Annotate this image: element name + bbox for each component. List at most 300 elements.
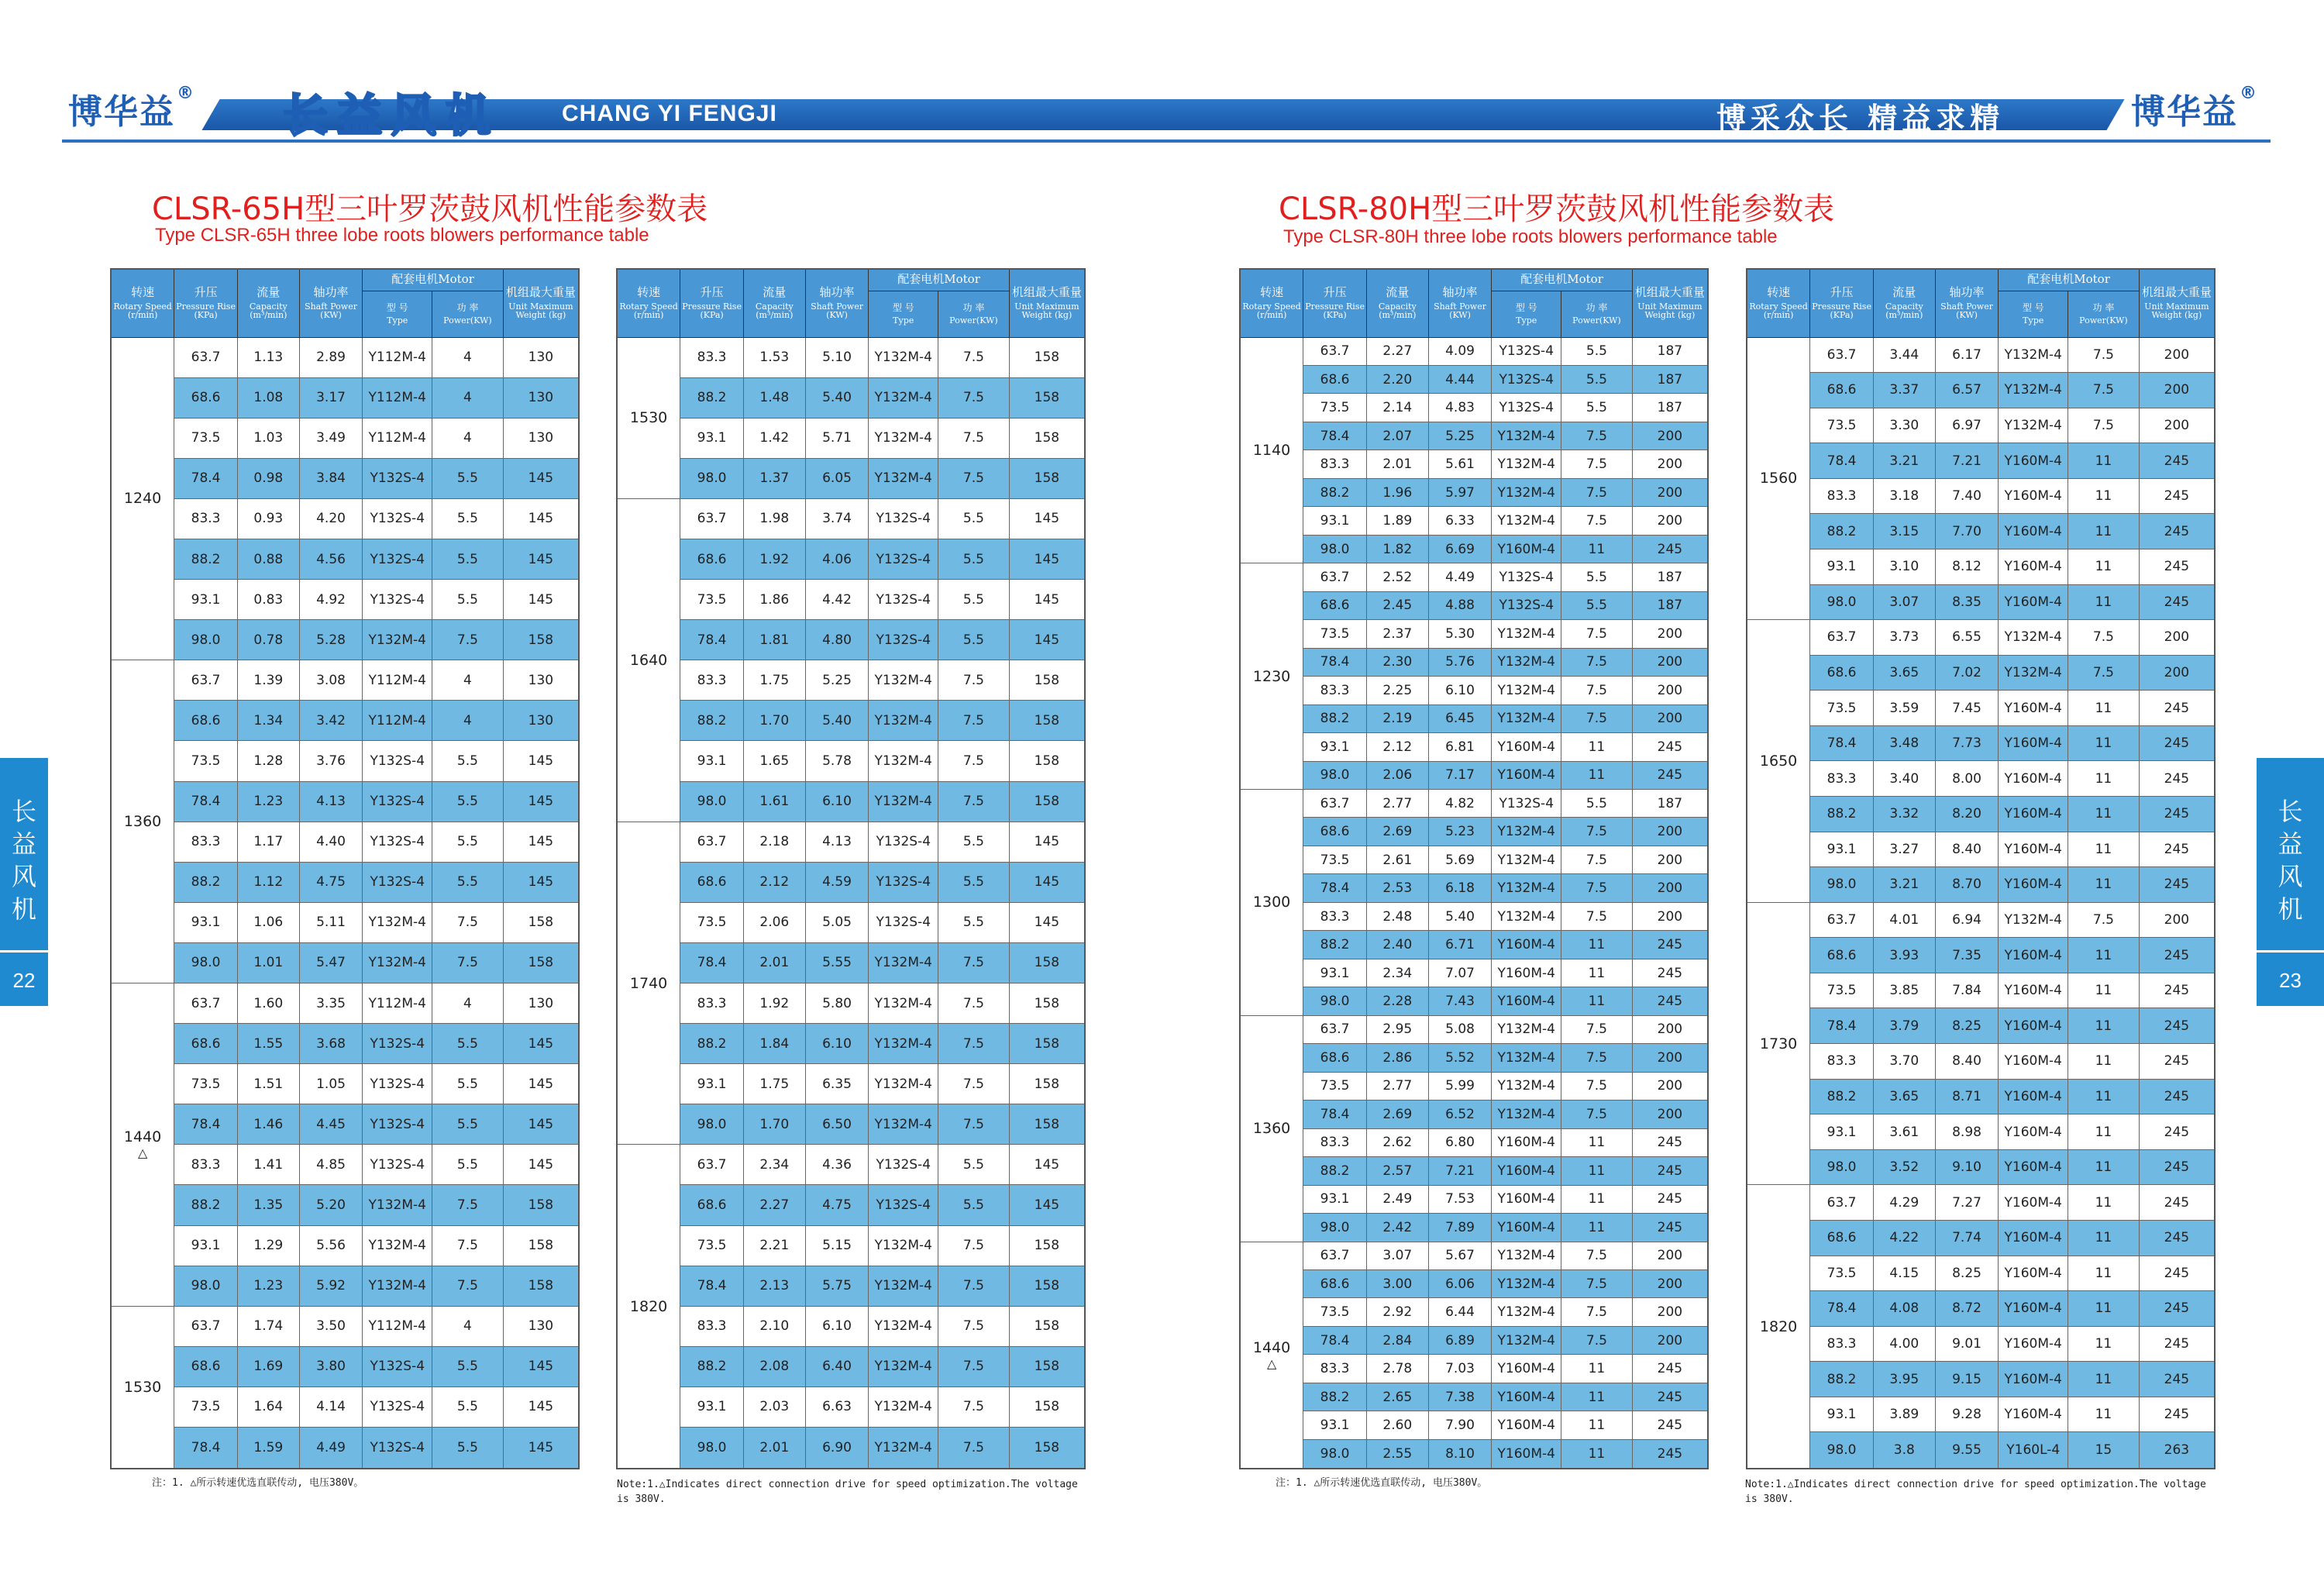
- motor-power-cell: 11: [2068, 1185, 2140, 1221]
- capacity-cell: 1.81: [743, 620, 805, 660]
- motor-power-cell: 7.5: [1561, 677, 1633, 704]
- table-row: [1747, 1114, 2215, 1150]
- capacity-cell: 2.10: [743, 1306, 805, 1346]
- pressure-cell: 83.3: [1303, 1355, 1367, 1383]
- motor-type-cell: Y132M-4: [1492, 1072, 1561, 1100]
- capacity-cell: 2.49: [1366, 1185, 1428, 1213]
- motor-type-cell: Y160M-4: [1999, 584, 2068, 620]
- shaft-power-cell: 5.56: [299, 1225, 363, 1266]
- shaft-power-cell: 5.05: [805, 902, 869, 942]
- motor-power-cell: 11: [2068, 1291, 2140, 1327]
- table-row: [111, 660, 579, 701]
- shaft-power-cell: 6.35: [805, 1064, 869, 1104]
- motor-power-cell: 7.5: [432, 1266, 504, 1306]
- shaft-power-cell: 5.08: [1428, 1015, 1492, 1043]
- capacity-cell: 2.92: [1366, 1298, 1428, 1326]
- pressure-cell: 78.4: [1810, 1291, 1874, 1327]
- motor-power-cell: 5.5: [432, 822, 504, 862]
- motor-type-cell: Y132M-4: [1492, 1242, 1561, 1269]
- motor-power-cell: 7.5: [1561, 450, 1633, 478]
- pressure-cell: 88.2: [1303, 1383, 1367, 1411]
- table-row: [111, 1104, 579, 1145]
- motor-power-cell: 11: [1561, 1383, 1633, 1411]
- table-row: [1747, 1079, 2215, 1114]
- header-motor-power-cn: 功 率: [2092, 301, 2115, 313]
- motor-type-cell: Y132S-4: [363, 1346, 432, 1386]
- capacity-cell: 4.15: [1873, 1256, 1935, 1291]
- table-row: [111, 498, 579, 539]
- motor-type-cell: Y160M-4: [1492, 1185, 1561, 1213]
- weight-cell: 158: [1009, 1225, 1085, 1266]
- speed-value: 1530: [629, 409, 668, 427]
- pressure-cell: 73.5: [680, 902, 744, 942]
- motor-power-cell: 5.5: [938, 1145, 1010, 1185]
- left-section-title: CLSR-65H型三叶罗茨鼓风机性能参数表: [152, 191, 708, 227]
- motor-type-cell: Y160M-4: [1492, 931, 1561, 959]
- table-row: [617, 1185, 1085, 1225]
- weight-cell: 145: [503, 1386, 579, 1427]
- table-row: [1240, 648, 1708, 676]
- shaft-power-cell: 5.25: [1428, 422, 1492, 450]
- pressure-cell: 63.7: [1303, 337, 1367, 365]
- pressure-cell: 83.3: [680, 1306, 744, 1346]
- weight-cell: 245: [1632, 1185, 1708, 1213]
- pressure-cell: 63.7: [1810, 1185, 1874, 1221]
- capacity-cell: 0.88: [237, 539, 299, 579]
- capacity-cell: 3.48: [1873, 725, 1935, 761]
- table-row: [111, 418, 579, 458]
- pressure-cell: 88.2: [174, 1185, 238, 1225]
- shaft-power-cell: 7.84: [1935, 973, 1999, 1008]
- table-row: [617, 1306, 1085, 1346]
- table-row: [111, 377, 579, 418]
- pressure-cell: 78.4: [174, 781, 238, 822]
- shaft-power-cell: 9.55: [1935, 1432, 1999, 1469]
- speed-cell: [617, 498, 680, 822]
- motor-power-cell: 11: [1561, 535, 1633, 563]
- weight-cell: 145: [503, 1104, 579, 1145]
- capacity-cell: 1.70: [743, 701, 805, 741]
- header-motor-type-en: Type: [893, 315, 914, 326]
- motor-power-cell: 7.5: [938, 1064, 1010, 1104]
- motor-type-cell: Y160M-4: [1999, 1362, 2068, 1397]
- header-speed: [1747, 269, 1810, 337]
- shaft-power-cell: 4.06: [805, 539, 869, 579]
- weight-cell: 187: [1632, 790, 1708, 818]
- pressure-cell: 88.2: [1810, 514, 1874, 549]
- pressure-cell: 63.7: [1810, 337, 1874, 373]
- speed-cell: [1240, 1242, 1303, 1469]
- motor-type-cell: Y112M-4: [363, 377, 432, 418]
- motor-power-cell: 11: [1561, 1411, 1633, 1439]
- motor-power-cell: 5.5: [938, 620, 1010, 660]
- weight-cell: 245: [2139, 478, 2215, 514]
- motor-type-cell: Y160M-4: [1999, 478, 2068, 514]
- header-capacity-cn: 流量: [257, 284, 281, 299]
- motor-power-cell: 7.5: [432, 1185, 504, 1225]
- capacity-cell: 2.01: [1366, 450, 1428, 478]
- header-motor-power-cn: 功 率: [1585, 301, 1608, 313]
- motor-power-cell: 7.5: [2068, 373, 2140, 408]
- weight-cell: 158: [503, 1225, 579, 1266]
- weight-cell: 245: [2139, 514, 2215, 549]
- motor-type-cell: Y160M-4: [1999, 1114, 2068, 1150]
- header-motor-power-cn: 功 率: [962, 301, 985, 313]
- table-row: [617, 1346, 1085, 1386]
- header-pressure-en: Pressure Rise (KPa): [682, 301, 742, 321]
- header-motor-type: [363, 291, 432, 337]
- table-row: [1240, 365, 1708, 393]
- capacity-cell: 2.69: [1366, 1101, 1428, 1128]
- capacity-cell: 3.70: [1873, 1044, 1935, 1080]
- table-row: [1240, 422, 1708, 450]
- motor-power-cell: 5.5: [1561, 563, 1633, 591]
- header-motor-type-cn: 型 号: [386, 301, 408, 313]
- motor-type-cell: Y132M-4: [869, 458, 938, 498]
- header-motor-type-cn: 型 号: [1515, 301, 1537, 313]
- pressure-cell: 88.2: [174, 539, 238, 579]
- capacity-cell: 0.93: [237, 498, 299, 539]
- weight-cell: 145: [1009, 580, 1085, 620]
- motor-power-cell: 11: [1561, 931, 1633, 959]
- capacity-cell: 1.06: [237, 902, 299, 942]
- motor-type-cell: Y132M-4: [1999, 620, 2068, 656]
- table-row: [1747, 973, 2215, 1008]
- pressure-cell: 83.3: [1810, 478, 1874, 514]
- weight-cell: 158: [503, 620, 579, 660]
- capacity-cell: 2.52: [1366, 563, 1428, 591]
- motor-power-cell: 7.5: [1561, 846, 1633, 873]
- weight-cell: 200: [2139, 408, 2215, 443]
- weight-cell: 245: [2139, 1008, 2215, 1044]
- header-speed: [617, 269, 680, 337]
- motor-type-cell: Y132S-4: [363, 498, 432, 539]
- motor-type-cell: Y132S-4: [363, 1104, 432, 1145]
- table-row: [1240, 1015, 1708, 1043]
- pressure-cell: 88.2: [680, 701, 744, 741]
- speed-value: 1230: [1252, 667, 1291, 685]
- capacity-cell: 1.64: [237, 1386, 299, 1427]
- motor-type-cell: Y132M-4: [363, 942, 432, 983]
- motor-type-cell: Y132M-4: [869, 1306, 938, 1346]
- table-row: [617, 1225, 1085, 1266]
- pressure-cell: 88.2: [680, 377, 744, 418]
- shaft-power-cell: 3.68: [299, 1024, 363, 1064]
- page-number-left: 22: [0, 950, 48, 1006]
- table-row: [617, 620, 1085, 660]
- weight-cell: 245: [2139, 1291, 2215, 1327]
- pressure-cell: 83.3: [1303, 902, 1367, 930]
- header-slogan: 博采众长 精益求精: [1716, 102, 2005, 136]
- weight-cell: 145: [503, 822, 579, 862]
- table-row: [111, 458, 579, 498]
- motor-power-cell: 5.5: [432, 1145, 504, 1185]
- speed-value: 1820: [1759, 1318, 1798, 1335]
- motor-power-cell: 7.5: [432, 620, 504, 660]
- weight-cell: 187: [1632, 394, 1708, 422]
- table-row: [111, 701, 579, 741]
- motor-type-cell: Y160M-4: [1492, 1355, 1561, 1383]
- shaft-power-cell: 6.50: [805, 1104, 869, 1145]
- shaft-power-cell: 5.67: [1428, 1242, 1492, 1269]
- motor-power-cell: 5.5: [432, 458, 504, 498]
- motor-type-cell: Y132S-4: [869, 902, 938, 942]
- weight-cell: 145: [1009, 1185, 1085, 1225]
- motor-type-cell: Y132S-4: [869, 620, 938, 660]
- motor-power-cell: 11: [2068, 725, 2140, 761]
- shaft-power-cell: 8.71: [1935, 1079, 1999, 1114]
- pressure-cell: 83.3: [174, 1145, 238, 1185]
- capacity-cell: 2.37: [1366, 620, 1428, 648]
- capacity-cell: 1.23: [237, 781, 299, 822]
- header-shaft-power-cn: 轴功率: [819, 284, 855, 299]
- table-row: [1747, 655, 2215, 691]
- weight-cell: 145: [503, 458, 579, 498]
- table-row: [111, 1064, 579, 1104]
- motor-power-cell: 7.5: [1561, 1015, 1633, 1043]
- pressure-cell: 63.7: [174, 1306, 238, 1346]
- capacity-cell: 3.21: [1873, 443, 1935, 479]
- capacity-cell: 2.48: [1366, 902, 1428, 930]
- weight-cell: 130: [503, 983, 579, 1024]
- motor-type-cell: Y132M-4: [363, 1266, 432, 1306]
- weight-cell: 158: [503, 1266, 579, 1306]
- header-shaft-power-cn: 轴功率: [1949, 284, 1985, 299]
- motor-type-cell: Y132M-4: [869, 337, 938, 377]
- header-motor-power: [938, 291, 1010, 337]
- motor-power-cell: 5.5: [1561, 365, 1633, 393]
- shaft-power-cell: 6.94: [1935, 902, 1999, 938]
- table-row: [1240, 733, 1708, 761]
- shaft-power-cell: 6.18: [1428, 874, 1492, 902]
- shaft-power-cell: 6.57: [1935, 373, 1999, 408]
- motor-power-cell: 5.5: [432, 1024, 504, 1064]
- pressure-cell: 68.6: [1810, 1220, 1874, 1256]
- motor-power-cell: 11: [2068, 867, 2140, 903]
- pressure-cell: 88.2: [1303, 931, 1367, 959]
- motor-power-cell: 11: [1561, 1439, 1633, 1469]
- pressure-cell: 78.4: [1810, 725, 1874, 761]
- header-pressure: [680, 269, 744, 337]
- pressure-cell: 68.6: [1303, 365, 1367, 393]
- motor-type-cell: Y132M-4: [1492, 874, 1561, 902]
- speed-value: 1650: [1759, 752, 1798, 770]
- header-motor-cn: 配套电机Motor: [2027, 272, 2110, 287]
- motor-type-cell: Y132M-4: [363, 620, 432, 660]
- table-row: [1240, 591, 1708, 619]
- table-row: [111, 1185, 579, 1225]
- weight-cell: 145: [503, 781, 579, 822]
- table-row: [617, 1386, 1085, 1427]
- header-motor-power: [2068, 291, 2140, 337]
- capacity-cell: 3.73: [1873, 620, 1935, 656]
- table-row: [1747, 337, 2215, 373]
- motor-power-cell: 7.5: [2068, 902, 2140, 938]
- table-row: [1240, 902, 1708, 930]
- weight-cell: 130: [503, 337, 579, 377]
- header-motor-type-en: Type: [1516, 315, 1537, 326]
- speed-cell: [111, 337, 174, 660]
- weight-cell: 245: [2139, 1149, 2215, 1185]
- weight-cell: 200: [1632, 1298, 1708, 1326]
- motor-type-cell: Y112M-4: [363, 1306, 432, 1346]
- motor-type-cell: Y132S-4: [363, 822, 432, 862]
- weight-cell: 187: [1632, 337, 1708, 365]
- shaft-power-cell: 9.15: [1935, 1362, 1999, 1397]
- table-row: [1240, 1326, 1708, 1354]
- motor-type-cell: Y132S-4: [363, 539, 432, 579]
- header-speed: [111, 269, 174, 337]
- pressure-cell: 78.4: [174, 458, 238, 498]
- pressure-cell: 98.0: [1303, 987, 1367, 1015]
- motor-power-cell: 4: [432, 337, 504, 377]
- motor-type-cell: Y160M-4: [1999, 1079, 2068, 1114]
- table-row: [1240, 1214, 1708, 1242]
- capacity-cell: 1.48: [743, 377, 805, 418]
- header-en-title: CHANG YI FENGJI: [562, 101, 777, 126]
- motor-power-cell: 7.5: [1561, 478, 1633, 506]
- header-shaft-power: [1935, 269, 1999, 337]
- weight-cell: 245: [1632, 1411, 1708, 1439]
- pressure-cell: 68.6: [1303, 591, 1367, 619]
- shaft-power-cell: 4.49: [299, 1428, 363, 1469]
- speed-cell: [111, 660, 174, 983]
- capacity-cell: 2.12: [743, 862, 805, 902]
- header-weight-en: Unit Maximum Weight (kg): [1637, 301, 1703, 321]
- table-row: [1240, 1157, 1708, 1185]
- motor-power-cell: 4: [432, 983, 504, 1024]
- motor-power-cell: 5.5: [432, 862, 504, 902]
- speed-cell: [1240, 790, 1303, 1016]
- capacity-cell: 3.15: [1873, 514, 1935, 549]
- shaft-power-cell: 6.52: [1428, 1101, 1492, 1128]
- motor-type-cell: Y132S-4: [363, 458, 432, 498]
- weight-cell: 130: [503, 418, 579, 458]
- motor-power-cell: 4: [432, 701, 504, 741]
- header-motor-type: [1999, 291, 2068, 337]
- shaft-power-cell: 4.75: [299, 862, 363, 902]
- table-row: [1240, 1128, 1708, 1156]
- table-row: [111, 1225, 579, 1266]
- weight-cell: 200: [1632, 818, 1708, 846]
- header-speed-en: Rotary Speed (r/min): [1242, 301, 1301, 321]
- weight-cell: 245: [2139, 1185, 2215, 1221]
- table-row: [1240, 1411, 1708, 1439]
- weight-cell: 245: [2139, 867, 2215, 903]
- motor-power-cell: 11: [2068, 1079, 2140, 1114]
- weight-cell: 200: [1632, 620, 1708, 648]
- motor-power-cell: 4: [432, 660, 504, 701]
- table-row: [1747, 725, 2215, 761]
- motor-power-cell: 5.5: [432, 1386, 504, 1427]
- motor-power-cell: 7.5: [938, 942, 1010, 983]
- pressure-cell: 63.7: [1303, 1015, 1367, 1043]
- weight-cell: 245: [2139, 1220, 2215, 1256]
- header-pressure-en: Pressure Rise (KPa): [176, 301, 236, 321]
- motor-type-cell: Y160L-4: [1999, 1432, 2068, 1469]
- motor-type-cell: Y160M-4: [1999, 1008, 2068, 1044]
- shaft-power-cell: 6.06: [1428, 1269, 1492, 1297]
- table-row: [1747, 1326, 2215, 1362]
- shaft-power-cell: 4.92: [299, 580, 363, 620]
- weight-cell: 158: [1009, 983, 1085, 1024]
- pressure-cell: 73.5: [1303, 1298, 1367, 1326]
- capacity-cell: 0.98: [237, 458, 299, 498]
- weight-cell: 245: [2139, 1397, 2215, 1432]
- table-row: [111, 620, 579, 660]
- shaft-power-cell: 5.78: [805, 741, 869, 781]
- shaft-power-cell: 7.21: [1935, 443, 1999, 479]
- table-row: [111, 337, 579, 377]
- motor-power-cell: 7.5: [1561, 422, 1633, 450]
- motor-power-cell: 11: [2068, 1220, 2140, 1256]
- pressure-cell: 83.3: [174, 822, 238, 862]
- motor-power-cell: 7.5: [938, 1266, 1010, 1306]
- shaft-power-cell: 7.17: [1428, 761, 1492, 789]
- speed-value: 1300: [1252, 894, 1291, 911]
- shaft-power-cell: 5.40: [805, 701, 869, 741]
- capacity-cell: 1.75: [743, 660, 805, 701]
- capacity-cell: 2.06: [743, 902, 805, 942]
- pressure-cell: 88.2: [680, 1346, 744, 1386]
- capacity-cell: 1.46: [237, 1104, 299, 1145]
- capacity-cell: 3.79: [1873, 1008, 1935, 1044]
- weight-cell: 200: [1632, 902, 1708, 930]
- pressure-cell: 83.3: [680, 983, 744, 1024]
- shaft-power-cell: 7.73: [1935, 725, 1999, 761]
- table-row: [1240, 620, 1708, 648]
- shaft-power-cell: 5.76: [1428, 648, 1492, 676]
- capacity-cell: 3.00: [1366, 1269, 1428, 1297]
- weight-cell: 158: [1009, 1386, 1085, 1427]
- motor-power-cell: 11: [1561, 733, 1633, 761]
- motor-type-cell: Y132M-4: [1999, 655, 2068, 691]
- motor-power-cell: 7.5: [432, 902, 504, 942]
- weight-cell: 245: [2139, 1326, 2215, 1362]
- left-note-en: Note:1.△Indicates direct connection drive for speed optimization.The voltage is 380V.: [617, 1479, 1078, 1505]
- shaft-power-cell: 6.17: [1935, 337, 1999, 373]
- capacity-cell: 2.55: [1366, 1439, 1428, 1469]
- pressure-cell: 63.7: [1810, 620, 1874, 656]
- weight-cell: 245: [1632, 761, 1708, 789]
- pressure-cell: 83.3: [680, 660, 744, 701]
- table-row: [1747, 620, 2215, 656]
- motor-type-cell: Y132M-4: [869, 942, 938, 983]
- table-row: [617, 660, 1085, 701]
- motor-power-cell: 7.5: [938, 1428, 1010, 1469]
- capacity-cell: 4.08: [1873, 1291, 1935, 1327]
- weight-cell: 158: [1009, 1024, 1085, 1064]
- shaft-power-cell: 6.90: [805, 1428, 869, 1469]
- weight-cell: 245: [2139, 725, 2215, 761]
- header-weight-cn: 机组最大重量: [1011, 284, 1082, 299]
- motor-power-cell: 11: [2068, 443, 2140, 479]
- motor-type-cell: Y132M-4: [1999, 408, 2068, 443]
- capacity-cell: 1.86: [743, 580, 805, 620]
- pressure-cell: 78.4: [1810, 1008, 1874, 1044]
- table-row: [617, 418, 1085, 458]
- capacity-cell: 1.41: [237, 1145, 299, 1185]
- motor-power-cell: 4: [432, 418, 504, 458]
- pressure-cell: 78.4: [1303, 874, 1367, 902]
- motor-type-cell: Y132M-4: [1492, 1326, 1561, 1354]
- motor-type-cell: Y132M-4: [1492, 422, 1561, 450]
- table-row: [1747, 478, 2215, 514]
- page-number-right: 23: [2257, 950, 2324, 1006]
- pressure-cell: 68.6: [1303, 818, 1367, 846]
- motor-power-cell: 11: [2068, 973, 2140, 1008]
- table-row: [617, 942, 1085, 983]
